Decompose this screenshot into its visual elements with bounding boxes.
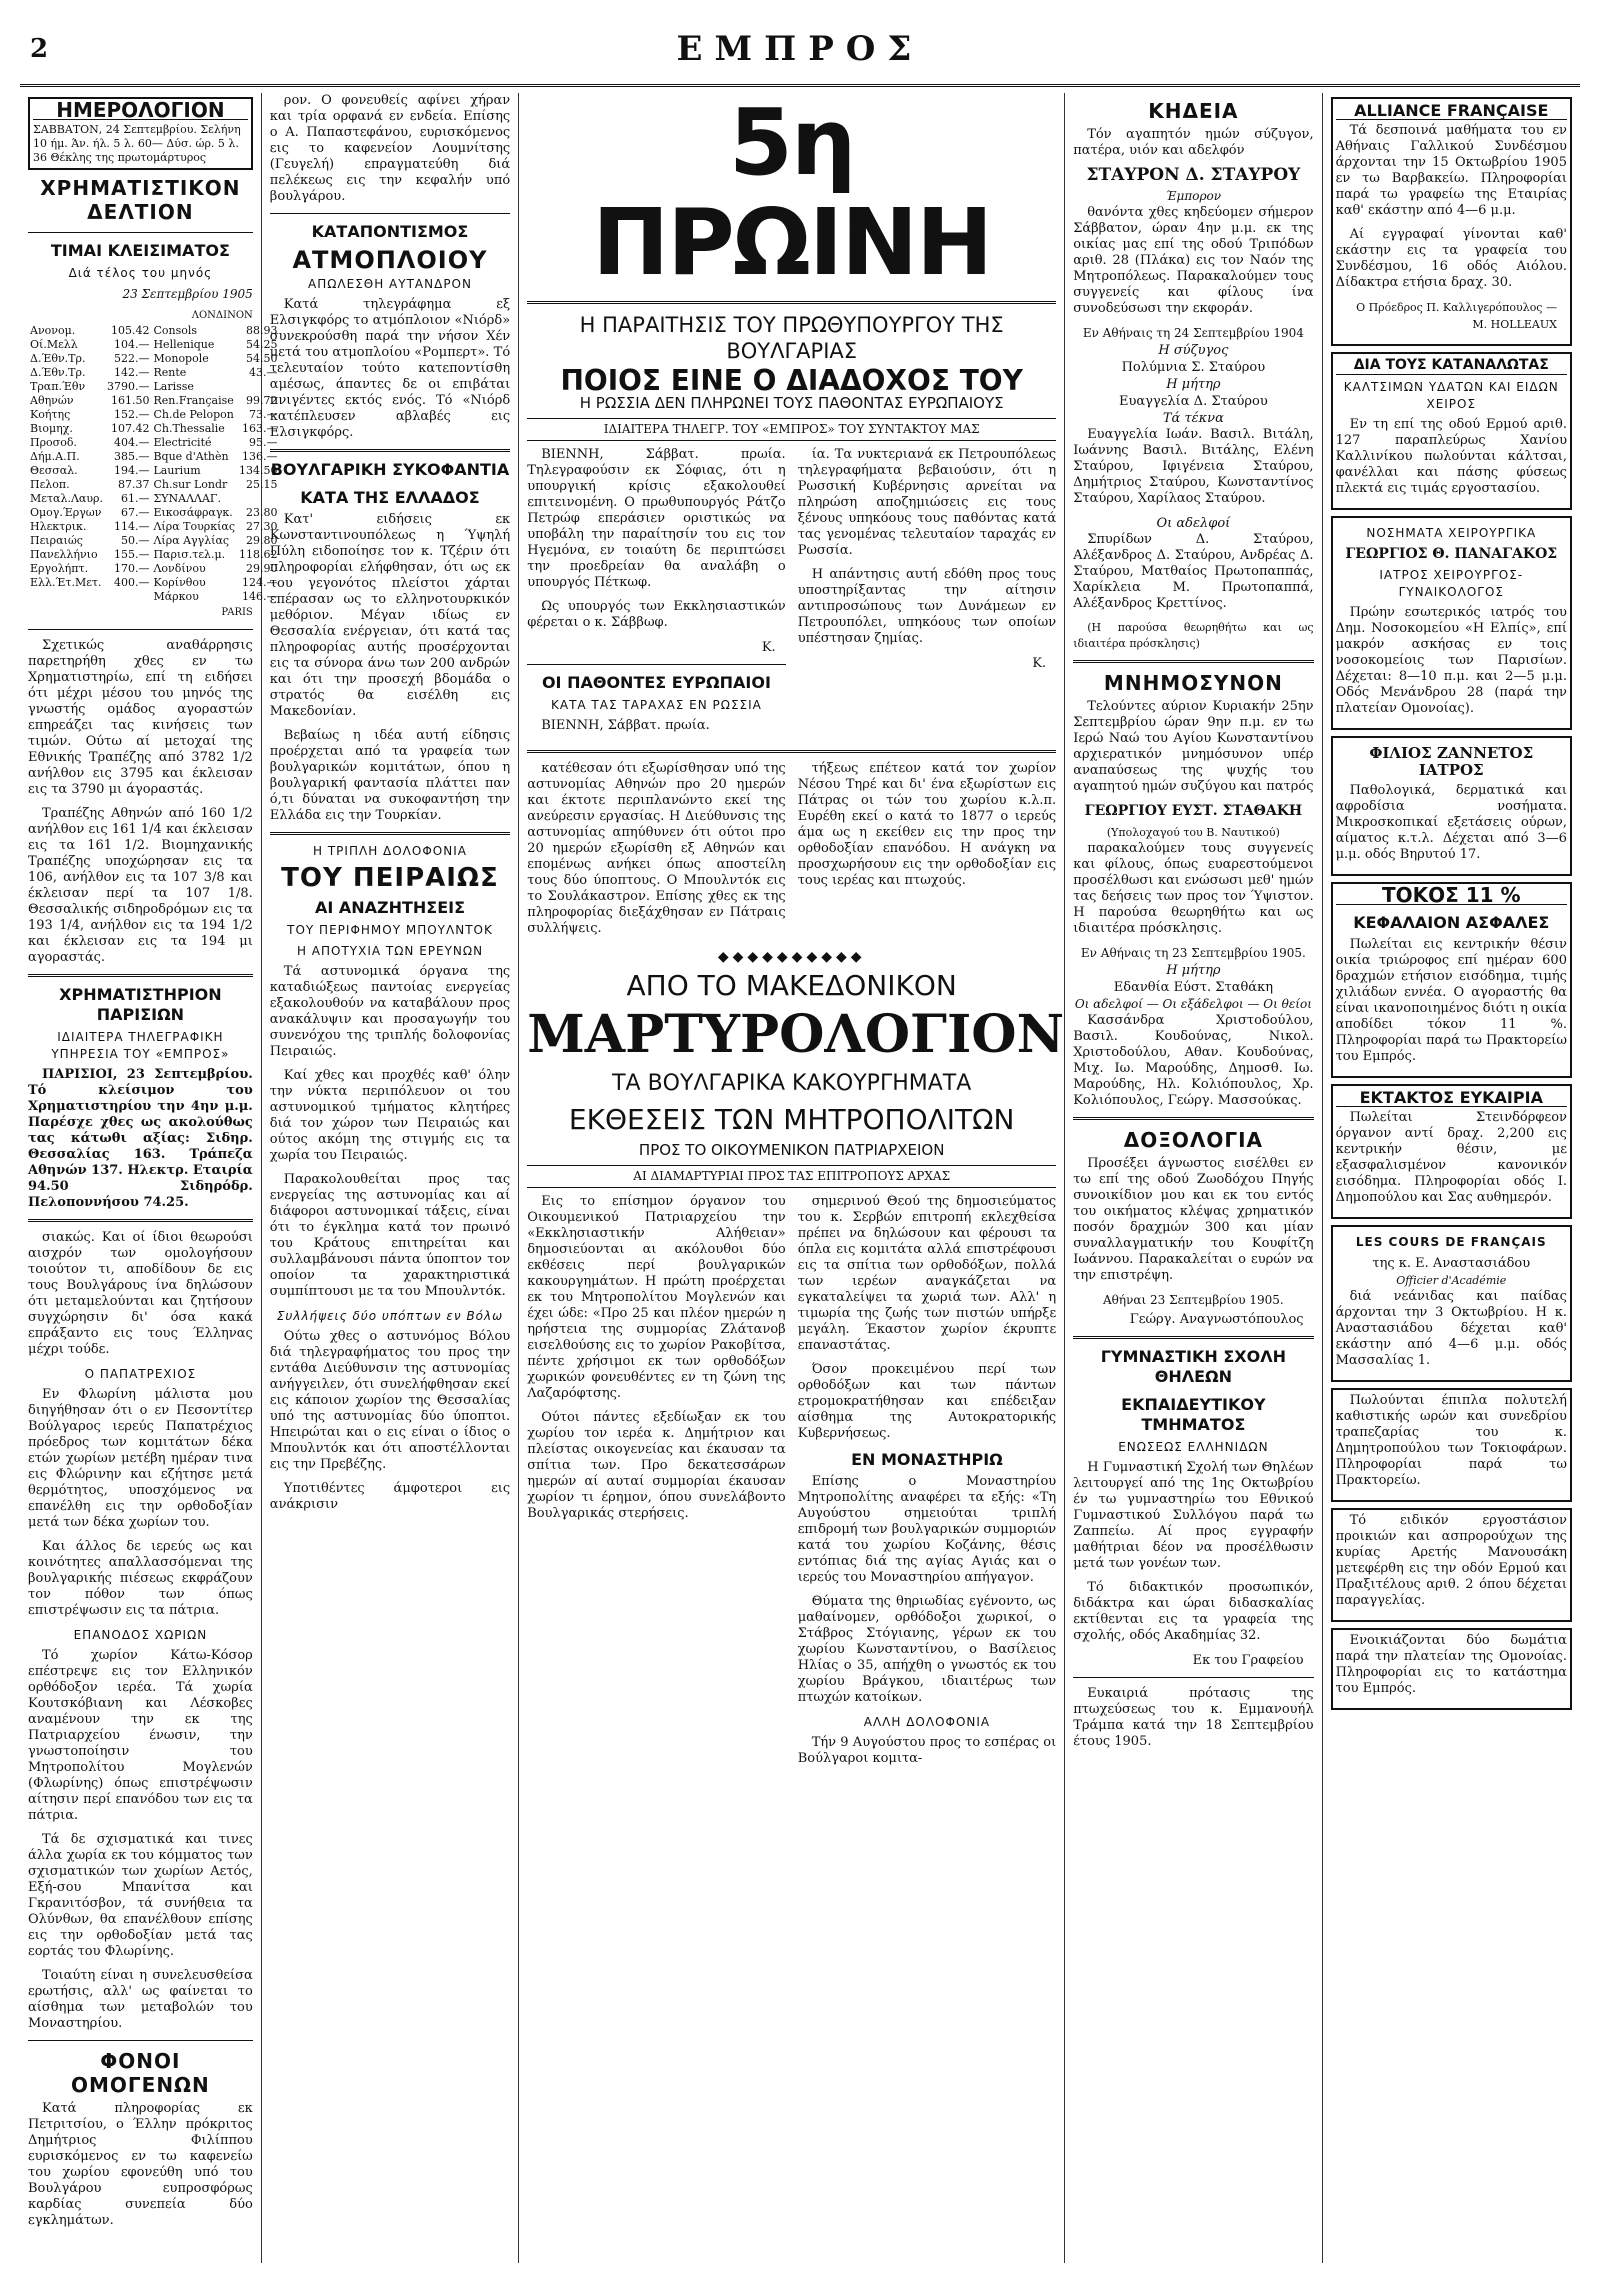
paris-label: PARIS [221, 607, 253, 618]
gym-sub-2: ΕΝΩΣΕΩΣ ΕΛΛΗΝΙΔΩΝ [1118, 1440, 1269, 1454]
quote-name: Μεταλ.Λαυρ. [30, 492, 103, 505]
quote-name: Πειραιώς [30, 534, 83, 547]
return-text: Τό χωρίον Κάτω-Κόσορ επέστρεψε εις τον Ελληνικόν ορθόδοξον ιερέα. Τά χωρία Κουτσκόβιανη και Λέσκοβες αναμένουν την εκ της Πατριαρχείου ένωσιν, την γνωστοποίησιν του Μητροπολίτου Μογλενών (Φλωρίνης) όπως επιστρέψωσιν αίτησιν περί επανόδου των εις τα πάτρια. [28, 1648, 253, 1823]
page-number: 2 [30, 34, 49, 64]
quote-value: 105.42 [110, 324, 150, 337]
quote-row [28, 422, 280, 436]
theft-text-2: Καί χθες και προχθές καθ' όλην την νύκτα περιπόλευον οι του αστυνομικού τμήματος κλητήρες διά τον χώρον των Πειραιώς και ούτος ακόμη της στιγμής εις τα χωρία του Πειραιώς. [269, 1068, 511, 1163]
edition-title: 5η ΠΡΩΙΝΗ [592, 89, 992, 296]
quote-name: Δήμ.Α.Π. [30, 450, 80, 463]
mid-right-text: τήξεως επέτεον κατά τον χωρίον Νέσου Τηρέ και δι' ένα εξωρίστων εις Πάτρας οι τών του χωρίου κ.λ.π. Ευρέθη εκεί ο κατά το 1877 ο ιερεύς άμα ως η εκείθεν εις την προς την ορθοδοξίαν επανόδου. Η ανάγκη να προσχωρήσουν εις την ορθοδοξίαν εις τους ιερέας και πτωχούς. [797, 761, 1057, 888]
ship-title: ΚΑΤΑΠΟΝΤΙΣΜΟΣ [311, 222, 469, 241]
quotes-table [28, 324, 280, 604]
text-a: σιακώς. Και οί ίδιοι θεωρούσι αισχρόν των ομολογήσουν τοιούτον τι, αποδίδουν δε εις τους Βουλγάρους ίνα δηλώσουν ότι μεταμελούνται και ζητήσουν συγχώρησιν δι' όσα κακά επράξαντο εις τους Έλληνας μέχρι τούδε. [28, 1230, 253, 1357]
quote-name: Monopole [153, 352, 209, 365]
quote-value: 25.15 [246, 478, 278, 491]
quote-row [28, 380, 280, 394]
quote-value: 522.— [113, 352, 150, 365]
funeral-date: Εν Αθήναις τη 24 Σεπτεμβρίου 1904 [1082, 326, 1304, 340]
quote-value: 152.— [113, 408, 150, 421]
bulletin-text-2: Τραπέζης Αθηνών από 160 1/2 ανήλθον εις 161 1/4 και έκλεισαν εις τα 161 1/2. Βιομηχανικής Τραπέζης υποχώρησαν εις τα 106, ανήλθον εις τα 107 3/8 και έκλεισαν περί τα 107 1/8. Θεσσαλικής σιδηροδρόμων εις τα 193 1/4, ανήλθον εις τα 194 1/2 και έκλεισαν εις τα 194 μι αγοραστάς. [28, 806, 253, 965]
quote-row [28, 478, 280, 492]
funeral-brothers-names: Σπυρίδων Δ. Σταύρου, Αλέξανδρος Δ. Σταύρου, Ανδρέας Δ. Σταύρου, Ματθαίος Πρωτοπαππάς, Χαρίκλεια Μ. Πρωτοπαππά, Αλέξανδρος Κρεττίνος. [1073, 532, 1314, 611]
theft-title: ΤΟΥ ΠΕΙΡΑΙΩΣ [281, 863, 499, 893]
macedonia-body [527, 1194, 1056, 1775]
offer-title: ΕΚΤΑΚΤΟΣ ΕΥΚΑΙΡΙΑ [1336, 1089, 1567, 1107]
column-5 [1323, 93, 1580, 2263]
vienna-sig: Κ. [761, 640, 776, 655]
quote-name: Οί.Μελλ [30, 338, 78, 351]
quote-value: 50.— [120, 534, 150, 547]
monastir-title: ΕΝ ΜΟΝΑΣΤΗΡΙΩ [851, 1450, 1003, 1469]
papatrexios-text-2: Και άλλος δε ιερεύς ως και κοινότητες απαλλασσόμεναι της βουλγαρικής πιέσεως εκφράζουν τον πόθον των όπως επιστρέψωσιν εις τα πάτρια. [28, 1539, 253, 1618]
doctor2-text: Παθολογικά, δερματικά και αφροδίσια νοσήματα. Μικροσκοπικαί εξετάσεις ούρων, αίματος κ.τ.λ. Δέχεται από 3—6 μ.μ. οδός Βηρυτού 17. [1335, 783, 1567, 862]
doctor-text: Πρώην εσωτερικός ιατρός του Δημ. Νοσοκομείου «Η Ελπίς», επί μακρόν ασκήσας εν τοις νοσοκομείοις των Παρισίων. Δέχεται: 8—10 π.μ. και 2—5 μ.μ. Οδός Μενάνδρου 28 (παρά την πλατείαν Ομονοίας). [1335, 605, 1567, 716]
quote-value: 87.37 [117, 478, 150, 491]
offer-text: Πωλείται Στεινδόρφεον όργανον αντί δραχ. 2,200 εις κεντρικήν θέσιν, με εξασφαλισμένον κανονικόν εισόδημα. Πληροφορίαι οδός Ι. Δημοπούλου και Σας αυθημερόν. [1335, 1110, 1567, 1205]
interest-box [1331, 882, 1572, 1078]
arrest-text-2: Υποτιθέντες άμφοτεροι εις ανάκρισιν [269, 1481, 511, 1512]
column-1 [20, 93, 278, 2263]
interest-title: ΤΟΚΟΣ 11 % [1336, 887, 1567, 905]
quote-value: 23.80 [246, 506, 278, 519]
mac-right-text-2: Όσον προκειμένου περί των ορθοδόξων και των πάντων ετρομοκρατήθησαν και επέδειξαν αίσθημα της Αυτοκρατορικής Κυβερνήσεως. [797, 1362, 1057, 1441]
memorial-role: (Υπολοχαγού του Β. Ναυτικού) [1106, 826, 1280, 839]
return-text-3: Τοιαύτη είναι η συνελευσθείσα ερωτήσις, αλλ' ως φαίνεται το αίσθημα των μεταβολών του Μοναστηρίου. [28, 1968, 253, 2031]
doxology-title: ΔΟΞΟΛΟΓΙΑ [1123, 1128, 1264, 1152]
doctor-box [1331, 516, 1572, 730]
quote-name: Εικοσάφραγκ. [153, 506, 233, 519]
quote-name: Παρισ.τελ.μ. [153, 548, 226, 561]
slander-text-2: Βεβαίως η ιδέα αυτή είδησις προέρχεται από τα γραφεία των βουλγαρικών κομιτάτων, όπου η βουλγαρική φαντασία πλάττει παν ό,τι δύναται να συκοφαντήση την Ελλάδα εις την Τουρκίαν. [269, 728, 511, 823]
quote-value: 163.— [242, 422, 278, 435]
prices-date: 23 Σεπτεμβρίου 1905 [122, 287, 253, 301]
quote-row [28, 436, 280, 450]
macedonia-label: ΑΠΟ ΤΟ ΜΑΚΕΔΟΝΙΚΟΝ [626, 969, 957, 1002]
quote-value: 27.30 [246, 520, 278, 533]
mac-right-text: σημερινού Θεού της δημοσιεύματος του κ. Σερβών επιτροπή εκλεχθείσα πρέπει να δηλώσουν και φέρουσι τα όπλα εις κομιτάτα αλλά επιστρέφουσι εις τα σπίτια των ορθοδόξων, πολλά των ιερέων αναγκάζεται να εγκαταλείψει τα χωριά των. Αλλ' η τιμωρία της ζωής των πιστών υπήρξε μεγάλη. Έκαστον χωρίον έκρυπτε επαναστάτας. [797, 1194, 1057, 1353]
col2-top-text: ρον. Ο φονευθείς αφίνει χήραν και τρία ορφανά εν ενδεία. Επίσης ο Α. Παπαστεφάνου, ευρισκόμενος εις το καφενείον Λουμνίτσης (Γευγελή) επραγματεύθη διά πελέκεως εις την κεφαλήν υπό βουλγάρου. [269, 93, 511, 204]
victims-title: ΟΙ ΠΑΘΟΝΤΕΣ ΕΥΡΩΠΑΙΟΙ [541, 673, 771, 692]
quote-value: 95.— [249, 436, 278, 449]
funeral-name: ΣΤΑΥΡΟΝ Δ. ΣΤΑΥΡΟΥ [1086, 165, 1301, 185]
quote-value: 54.25 [246, 338, 278, 351]
gym-sub: ΕΚΠΑΙΔΕΥΤΙΚΟΥ ΤΜΗΜΑΤΟΣ [1121, 1395, 1266, 1434]
doctor2-title: ΦΙΛΙΟΣ ΖΑΝΝΕΤΟΣ ΙΑΤΡΟΣ [1369, 744, 1534, 779]
gym-text: Η Γυμναστική Σχολή των Θηλέων λειτουργεί από της 1ης Οκτωβρίου έν τω γυμναστηρίω του Εθνικού Γυμναστικού Συλλόγου παρά τω Ζαππείω. Αί προς εγγραφήν μαθήτριαι δέον να προσέλθωσιν μετά των γονέων των. [1073, 1460, 1314, 1571]
quote-value: 29.90 [246, 562, 278, 575]
quote-row [28, 520, 280, 534]
memorial-name: ΓΕΩΡΓΙΟΥ ΕΥΣΤ. ΣΤΑΘΑΚΗ [1084, 803, 1303, 819]
gym-text-3: Ευκαιριά πρότασις της πτωχεύσεως του κ. Εμμανουήλ Τράμπα κατά την 18 Σεπτεμβρίου έτους 1905. [1073, 1686, 1314, 1749]
vienna-text-2: Ως υπουργός των Εκκλησιαστικών φέρεται ο κ. Σάββωφ. [527, 599, 786, 630]
ship-title-2: ΑΤΜΟΠΛΟΙΟΥ [292, 246, 488, 274]
memorial-mother-label: Η μήτηρ [1166, 963, 1221, 978]
quote-value: 136.— [242, 450, 278, 463]
funeral-note: (Η παρούσα θεωρηθήτω και ως ιδιαιτέρα πρόσκλησις) [1073, 621, 1314, 650]
paris-exchange-text: ΠΑΡΙΣΙΟΙ, 23 Σεπτεμβρίου. Τό κλείσιμον του Χρηματιστηρίου την 4ην μ.μ. Παρέσχε χθες ως ακολούθως τας κάτωθι αξίας: Σιδηρ. Θεσσαλίας 163. Τράπεζα Αθηνών 137. Ηλεκτρ. Εταιρία 94.50 Σιδηρόδρ. Πελοποννήσου 74.25. [28, 1067, 253, 1210]
clothing-text: Τό ειδικόν εργοστάσιον προικιών και ασπρορούχων της κυρίας Αρετής Μανουσάκη μετεφέρθη εις την οδόν Ερμού και Πραξιτέλους αριθ. 2 όπου δέχεται παραγγελίας. [1335, 1513, 1567, 1608]
funeral-brothers-label: Οι αδελφοί [1156, 516, 1231, 531]
london-label: ΛΟΝΔΙΝΟΝ [191, 310, 253, 321]
macedonia-sub-4: ΑΙ ΔΙΑΜΑΡΤΥΡΙΑΙ ΠΡΟΣ ΤΑΣ ΕΠΙΤΡΟΠΟΥΣ ΑΡΧΑΣ [527, 1165, 1056, 1188]
monastir-text-2: Θύματα της θηριωδίας εγένοντο, ως μαθαίνομεν, ορθόδοξοι χωρικοί, ο Στάβρος Στόγιανης, γέρων εκ του χωρίου Κωνσταντίνου, ο Βασίλειος Ηλίας ο 35, απήχθη ο γνωστός εκ του χωρίου Βράγκου, ιδιαιτέρως των πτωχών κατοίκων. [797, 1594, 1057, 1705]
calendar-text: ΣΑΒΒΑΤΟΝ, 24 Σεπτεμβρίου. Σελήνη 10 ήμ. Άν. ήλ. 5 λ. 60— Δύσ. ώρ. 5 λ. 36 Θέκλης της πρωτομάρτυρος [33, 123, 241, 164]
prices-sub: Διά τέλος του μηνός [68, 266, 213, 280]
rent-text: Ενοικιάζονται δύο δωμάτια παρά την πλατείαν της Ομονοίας. Πληροφορίαι εις το κατάστημα του Εμπρός. [1335, 1633, 1567, 1696]
interest-text: Πωλείται εις κεντρικήν θέσιν οικία τριώροφος επί ημέραν 600 δραχμών ετήσιον εισόδημα, τιμής χιλιάδων εννέα. Ο αγοραστής θα είναι ικανοποιημένος διότι η οικία αποδίδει τόκον 11 %. Πληροφορίαι παρά τω Πρακτορείω του Εμπρός. [1335, 937, 1567, 1064]
alliance-text: Τά δεσποινά μαθήματα του εν Αθήναις Γαλλικού Συνδέσμου άρχονται την 15 Οκτωβρίου 1905 εν τω Βαρβακείω. Πληροφορίαι παρά τω γραφείω της Εταιρίας καθ' εκάστην από 4—6 μ.μ. [1335, 123, 1567, 218]
quote-name: ΣΥΝΑΛΛΑΓ. [153, 492, 222, 505]
funeral-wife-name: Πολύμνια Σ. Σταύρου [1121, 360, 1266, 375]
quote-name: Εργολήπτ. [30, 562, 89, 575]
quote-name: Ηλεκτρικ. [30, 520, 87, 533]
newspaper-page [20, 14, 1580, 2264]
quote-name: Δ.Έθν.Τρ. [30, 366, 86, 379]
bulletin-title: ΧΡΗΜΑΤΙΣΤΙΚΟΝ ΔΕΛΤΙΟΝ [40, 176, 241, 224]
macedonia-title: ΜΑΡΤΥΡΟΛΟΓΙΟΝ [527, 1004, 1065, 1065]
knit-sub: ΚΑΛΤΣΙΜΩΝ ΥΔΑΤΩΝ ΚΑΙ ΕΙΔΩΝ ΧΕΙΡΟΣ [1343, 380, 1559, 411]
knit-box [1331, 352, 1572, 510]
arrest-text: Ούτω χθες ο αστυνόμος Βόλου διά τηλεγραφήματος του προς την εντάθα Διεύθυνσιν της αστυνομίας ανήγγειλεν, ότι συνελήφθησαν εκεί εις κάποιον χωρίον της Θεσσαλίας υπό της αστυνομίας δύο ύποπτοι. Ηπειρώται και ο εις είναι ο ίδιος ο Μπουλντόκ και ότι αποστέλλονται εις την Πρεβέζης. [269, 1329, 511, 1472]
headline-2: ΠΟΙΟΣ ΕΙΝΕ Ο ΔΙΑΔΟΧΟΣ ΤΟΥ [560, 364, 1023, 397]
sale2-box [1331, 1388, 1572, 1502]
quote-row [28, 506, 280, 520]
alliance-box [1331, 97, 1572, 346]
memorial-text-2: παρακαλούμεν τους συγγενείς και φίλους, όπως ευαρεστούμενοι προσέλθωσι και ενώσωσι μεθ' ημών τας δεήσεις των προς τον Ύψιστον. Η παρούσα θεωρηθήτω και ως ιδιαιτέρα πρόσκλησις. [1073, 841, 1314, 936]
quote-name: Λονδίνου [153, 562, 206, 575]
quote-name: Laurium [153, 464, 201, 477]
doctor2-box [1331, 736, 1572, 876]
quote-name: Λίρα Αγγλίας [153, 534, 230, 547]
theft-label: Η ΤΡΙΠΛΗ ΔΟΛΟΦΟΝΙΑ [313, 844, 467, 858]
quote-value: 146.— [242, 590, 278, 603]
bulletin-text: Σχετικώς αναθάρρησις παρετηρήθη χθες εν τω Χρηματιστηρίω, επί τη ειδήσει ότι μέχρι μέσου του μηνός της γνωστής ομάδος αγοραστών επηρεάζει τας κινήσεις των τιμών. Ούτω αί μετοχαί της Εθνικής Τραπέζης από 3782 1/2 ανήλθον εις 3795 και έκλεισαν εις τα 3790 μι άγοραστάς. [28, 638, 253, 797]
ornament: ◆◆◆◆◆◆◆◆◆◆ [717, 949, 866, 965]
quote-row [28, 534, 280, 548]
quote-value: 400.— [113, 576, 150, 589]
quote-value: 29.80 [246, 534, 278, 547]
victims-text: ΒΙΕΝΝΗ, Σάββατ. πρωία. [541, 718, 710, 733]
other-murder-title: ΑΛΛΗ ΔΟΛΟΦΟΝΙΑ [863, 1715, 991, 1729]
quote-name: Ren.Française [153, 394, 234, 407]
knit-text: Εν τη επί της οδού Ερμού αριθ. 127 παραπλεύρως Χανίου Καλλινίκου πωλούνται κάλτσαι, φανέλλαι και πάσης φύσεως πλεκτά εις τιμάς εργοστασίου. [1335, 417, 1567, 496]
quote-name: Λίρα Τουρκίας [153, 520, 236, 533]
quote-value: 99.72 [246, 394, 278, 407]
doxology-date: Αθήναι 23 Σεπτεμβρίου 1905. [1103, 1293, 1284, 1307]
quote-name: Μάρκου [153, 590, 199, 603]
quote-row [28, 324, 280, 338]
victims-sub: ΚΑΤΑ ΤΑΣ ΤΑΡΑΧΑΣ ΕΝ ΡΩΣΣΙΑ [551, 698, 762, 712]
macedonia-sub-2: ΕΚΘΕΣΕΙΣ ΤΩΝ ΜΗΤΡΟΠΟΛΙΤΩΝ [568, 1103, 1015, 1136]
funeral-wife-label: Η σύζυγος [1158, 343, 1229, 358]
french-text: διά νεάνιδας και παίδας άρχονται την 3 Οκτωβρίου. Η κ. Αναστασιάδου δέχεται καθ' εκάστην από 4—6 μ.μ. οδός Μασσαλίας 1. [1335, 1289, 1567, 1368]
theft-sub-2: ΤΟΥ ΠΕΡΙΦΗΜΟΥ ΜΠΟΥΛΝΤΟΚ [287, 923, 493, 937]
quote-name: Κοήτης [30, 408, 71, 421]
funeral-role: Έμπορον [1165, 189, 1222, 203]
memorial-relatives-label: Οι αδελφοί — Οι εξάδελφοι — Οι θείοι [1074, 997, 1312, 1011]
rent-box [1331, 1628, 1572, 1710]
quote-row [28, 562, 280, 576]
quote-name: Consols [153, 324, 198, 337]
headline-3: Η ΡΩΣΣΙΑ ΔΕΝ ΠΛΗΡΩΝΕΙ ΤΟΥΣ ΠΑΘΟΝΤΑΣ ΕΥΡΩΠΑΙΟΥΣ [579, 394, 1004, 412]
mid-section [527, 761, 1056, 945]
french-sub: της κ. Ε. Αναστασιάδου [1372, 1256, 1531, 1271]
column-2 [262, 93, 519, 2263]
doxology-sig: Γεώργ. Αναγνωστόπουλος [1129, 1312, 1304, 1327]
funeral-text-2: θανόντα χθες κηδεύομεν σήμερον Σάββατον, ώραν 4ην μ.μ. εκ της οικίας μας επί της οδού Τριπόδων αριθ. 28 (Πλάκα) εις τον Ναόν της Μητροπόλεως. Παρακαλούμεν τους συγγενείς και φίλους ίνα συνοδεύσωσι την εκφοράν. [1073, 205, 1314, 316]
quote-name: Προσοδ. [30, 436, 77, 449]
sale2-text: Πωλούνται έπιπλα πολυτελή καθιστικής ωρών και συνεδρίου τραπεζαρίας του κ. Δημητροπούλου των Τοκιοφάρων. Πληροφορίαι παρά τω Πρακτορείω. [1335, 1393, 1567, 1488]
ship-sub: ΑΠΩΛΕΣΘΗ ΑΥΤΑΝΔΡΟΝ [308, 277, 472, 291]
quote-name: Κορίνθου [153, 576, 206, 589]
macedonia-sub-3: ΠΡΟΣ ΤΟ ΟΙΚΟΥΜΕΝΙΚΟΝ ΠΑΤΡΙΑΡΧΕΙΟΝ [638, 1141, 945, 1159]
slander-text: Κατ' ειδήσεις εκ Κωνσταντινουπόλεως η Ύψηλή Πύλη ειδοποίησε τον κ. Τζέριν ότι πληροφορίαι ελήφθησαν, ότι ως εκ του γεγονότος πλείστοι χάρται επέρασαν ως το ελληνοτουρκικόν μεθόριον. Μέγαν ιδίως εν Θεσσαλία ενέργειαν, ότι κατά τας πληροφορίας αυτής προσέρχονται εις τα σύνορα άνω των 200 ανδρών και ότι την προσεχή βδομάδα ο στρατός θα εισέλθη εις Μακεδονίαν. [269, 512, 511, 719]
quote-name: Ανονομ. [30, 324, 76, 337]
quote-row [28, 366, 280, 380]
alliance-text-2: Αί εγγραφαί γίνονται καθ' εκάστην εις τα γραφεία του Συνδέσμου, 16 οδός Αιόλου. Δίδακτρα ετήσια δραχ. 30. [1335, 227, 1567, 290]
right-text-2: Η απάντησις αυτή εδόθη προς τους υποστηρίξαντας την αίτησιν αντιπροσώπους των Δυνάμεων εν Πετρουπόλει, υπηκόους των οποίων υπέστησαν ζημίας. [797, 567, 1057, 646]
slander-title: ΒΟΥΛΓΑΡΙΚΗ ΣΥΚΟΦΑΝΤΙΑ [270, 460, 510, 479]
funeral-kids: Ευαγγελία Ιωάν. Βασιλ. Βιτάλη, Ιωάννης Βασιλ. Βιτάλης, Ελένη Σταύρου, Ιφιγένεια Σταύρου, Δημήτριος Σταύρου, Κωνσταντίνος Σταύρου, Χαρίλαος Σταύρου. [1073, 427, 1314, 506]
monastir-text: Επίσης ο Μοναστηρίου Μητροπολίτης αναφέρει τα εξής: «Τη Αυγούστου σημειούται τριπλή επιδρομή των βουλγαρικών συμμοριών κατά του χωρίου Κοζάνης, θέσις εντόπιας διά της αγίας Αγιάς και ο ιερεύς του Μοναστηρίου απήγαγον. [797, 1474, 1057, 1585]
memorial-text: Τελούντες αύριον Κυριακήν 25ην Σεπτεμβρίου ώραν 9ην π.μ. εν τω Ιερώ Ναώ του Αγίου Κωνσταντίνου αρχιερατικόν μνημόσυνον υπέρ αναπαύσεως της ψυχής του αγαπητού ημών συζύγου και πατρός [1073, 699, 1314, 794]
quote-value: 385.— [113, 450, 150, 463]
quote-name [28, 590, 105, 604]
quote-value: 118.62 [239, 548, 278, 561]
quote-value: 155.— [113, 548, 150, 561]
quote-value: 67.— [120, 506, 150, 519]
theft-text: Τά αστυνομικά όργανα της καταδιώξεως παντοίας ενεργείας εξακολουθούν να καταβάλουν προς ανακάλυψιν και προσαγωγήν του συνενόχου της τριπλής δολοφονίας Πειραιώς. [269, 964, 511, 1059]
quote-name: Ομογ.Έργων [30, 506, 102, 519]
quote-name: Δ.Έθν.Τρ. [30, 352, 86, 365]
quote-name: Αθηνών [30, 394, 74, 407]
quote-value: 170.— [113, 562, 150, 575]
quote-value: 3790.— [106, 380, 150, 393]
quote-name: Bque d'Athèn [153, 450, 229, 463]
funeral-text: Τόν αγαπητόν ημών σύζυγον, πατέρα, υιόν και αδελφόν [1073, 127, 1314, 158]
quote-row [28, 548, 280, 562]
quote-name: Ch.Thessalie [153, 422, 225, 435]
funeral-title: ΚΗΔΕΙΑ [1148, 99, 1239, 123]
clothing-box [1331, 1508, 1572, 1622]
quote-name: Larisse [153, 380, 194, 393]
quote-name: Rente [153, 366, 187, 379]
quote-name: Πελοπ. [30, 478, 70, 491]
french-title: LES COURS DE FRANÇAIS [1355, 1235, 1547, 1249]
theft-text-3: Παρακολουθείται προς τας ενεργείας της αστυνομίας και αί διάφοροι αστυνομικαί τάξεις, είναι ότι το έγκλημα κατά τον πρωινό του Κράτους επιτηρείται και συλλαμβάνουσι πάντα ύποπτον τον οποίον τα χαρακτηριστικά συμπίπτουσι με τα του Μπουλντόκ. [269, 1172, 511, 1299]
column-3 [519, 89, 1065, 2263]
murders-text: Κατά πληροφορίας εκ Πετριτσίου, ο Έλλην πρόκριτος Δημήτριος Φιλίππου ευρισκόμενος εν τω καφενείω του χωρίου εφονεύθη υπό του Βουλγάρου ευπροσφόρως καρδίας συνεπεία δύο εγκλημάτων. [28, 2101, 253, 2228]
quote-name: Electricité [153, 436, 212, 449]
quote-row [28, 352, 280, 366]
papatrexios-text: Εν Φλωρίνη μάλιστα μου διηγήθησαν ότι ο εν Πεσοντίτερ Βούλγαρος ιερεύς Παπατρέχιος πρόεδρος των κομιτάτων δέκα ετών χωρίων μετέβη ημέραν τινα εις Φλώρινην και εζήτησε μετά θερμότητος, υποσχόμενος να επανέλθη εις την ορθοδοξίαν μετά των δέκα χωρίων του. [28, 1387, 253, 1530]
mid-left-text: κατέθεσαν ότι εξωρίσθησαν υπό της αστυνομίας Αθηνών προ 20 ημερών και έκτοτε περιπλανώντο εκεί της ανεύρεσιν εργασίας. Η Διεύθυνσις της αστυνομίας απηύθυνεν ότι ούτοι προ 20 ημερών εξωρίσθη εξ Αθηνών και επομένως ανήκει όπως αποστείλη τους δύο ύποπτους. Ο Μπουλντόκ εις το Σουλάκαστρον. Επίσης χθες εκ της πληροφορίας διεξάχθησαν εν Πάτραις συλλήψεις. [527, 761, 786, 936]
calendar-title: ΗΜΕΡΟΛΟΓΙΟΝ [33, 102, 248, 120]
quote-row [28, 492, 280, 506]
gym-text-2: Τό διδακτικόν προσωπικόν, διδάκτρα και ώραι διδασκαλίας εκτίθενται εις τα γραφεία της σχολής, οδός Ακαδημίας 32. [1073, 1580, 1314, 1643]
alliance-title: ALLIANCE FRANÇAISE [1336, 102, 1567, 120]
quote-name: Βιομηχ. [30, 422, 73, 435]
doxology-text: Προσέξει άγνωστος εισέλθει εν τω επί της οδού Ζωοδόχου Πηγής συνοικίδιον μου και εκ του εντός του οικήματος κλέψας χρηματικόν ποσόν δραχμών 300 και μίαν συναλλαγματικήν του Κουφίτζη Ιωάννου. Παρακαλείται ο ευρών να την επιστρέψη. [1073, 1156, 1314, 1283]
quote-value: 43.— [249, 366, 278, 379]
quote-name: Ch.de Pelopon [153, 408, 234, 421]
paris-exchange-title: ΧΡΗΜΑΤΙΣΤΗΡΙΟΝ ΠΑΡΙΣΙΩΝ [59, 985, 222, 1024]
quote-name: Θεσσαλ. [30, 464, 78, 477]
quote-value: 54.50 [246, 352, 278, 365]
calendar-box [28, 97, 253, 170]
quote-name: Πανελλήνιο [30, 548, 98, 561]
funeral-mother-label: Η μήτηρ [1166, 377, 1221, 392]
quote-value: 161.50 [110, 394, 150, 407]
doctor-role: ΙΑΤΡΟΣ ΧΕΙΡΟΥΡΓΟΣ-ΓΥΝΑΙΚΟΛΟΓΟΣ [1379, 568, 1524, 599]
alliance-sig: Ο Πρόεδρος Π. Καλλιγερόπουλος — Μ. HOLLEAUX [1356, 301, 1557, 331]
memorial-date: Εν Αθήναις τη 23 Σεπτεμβρίου 1905. [1080, 946, 1306, 960]
quote-name: Ch.sur Londr [153, 478, 228, 491]
paris-exchange-sub: ΙΔΙΑΙΤΕΡΑ ΤΗΛΕΓΡΑΦΙΚΗ ΥΠΗΡΕΣΙΑ ΤΟΥ «ΕΜΠΡΟΣ» [51, 1030, 230, 1061]
memorial-relatives-names: Κασσάνδρα Χριστοδούλου, Βασιλ. Κουδούνας, Νικολ. Χριστοδούλου, Αθαν. Κουδούνας, Μιχ. Ιω. Μαρούδης, Δημοσθ. Ιω. Μαρούδης, Ηλ. Κολιόπουλος, Χρ. Κολιόπουλος, Γεώργ. Μασσούκας. [1073, 1013, 1314, 1108]
murders-title: ΦΟΝΟΙ ΟΜΟΓΕΝΩΝ [71, 2049, 210, 2097]
quote-row [28, 450, 280, 464]
return-title: ΕΠΑΝΟΔΟΣ ΧΩΡΙΩΝ [73, 1628, 208, 1642]
other-murder-text: Τήν 9 Αυγούστου προς το εσπέρας οι Βούλγαροι κομιτα- [797, 1735, 1057, 1766]
masthead [20, 14, 1580, 87]
right-sig: Κ. [1032, 656, 1047, 671]
quote-value: 124.— [242, 576, 278, 589]
quote-name: Hellenique [153, 338, 215, 351]
gym-sig: Εκ του Γραφείου [1192, 1653, 1304, 1668]
quote-value: 61.— [120, 492, 150, 505]
quote-name: Ελλ.Έτ.Μετ. [30, 576, 102, 589]
quote-value: 404.— [113, 436, 150, 449]
ship-text: Κατά τηλεγράφημα εξ Ελσιγκφόρς το ατμόπλοιον «Νιόρδ» συνεκρούσθη παρά την νήσον Χέν μετά του ατμοπλοίου «Ρομπερτ». Τό τελευταίον τούτο κατεποντίσθη αμέσως, άπαντες δε οι επιβάται πνιγέντες εκτός ενός. Τό «Νιόρδ κατέπλευσεν αβλαβές εις Ελσιγκφόρς. [269, 297, 511, 440]
mac-left-text: Εις το επίσημον όργανον του Οικουμενικού Πατριαρχείου την «Εκκλησιαστικήν Αλήθειαν» δημοσιεύονται αι ακόλουθοι δύο εκθέσεις περί βουλγαρικών κακουργημάτων. Η πρώτη προέρχεται εκ του Μητροπολίτου Μογλενών και έχει ώδε: «Προ 25 και πλέον ημερών η ηρήστεια της συμμορίας Ζλάτανοβ εισελθούσης εις το χωρίον Ρακοβίτσα, πέντε χρήσιμοι εκ των ορθοδόξων χωρικών φονευθέντες εν τη ζώνη της Λαζαρόφτσης. [527, 1194, 786, 1401]
doctor-name: ΓΕΩΡΓΙΟΣ Θ. ΠΑΝΑΓΑΚΟΣ [1345, 546, 1558, 562]
quote-row [28, 590, 280, 604]
memorial-title: ΜΝΗΜΟΣΥΝΟΝ [1103, 671, 1283, 695]
memorial-mother-name: Εδανθία Εύστ. Σταθάκη [1113, 980, 1273, 995]
columns [20, 89, 1580, 2263]
paper-name: ΕΜΠΡΟΣ [676, 29, 924, 69]
papatrexios-title: Ο ΠΑΠΑΤΡΕΧΙΟΣ [84, 1367, 197, 1381]
arrest-title: Συλλήψεις δύο υπόπτων εν Βόλω [276, 1309, 504, 1323]
column-4 [1065, 93, 1322, 2263]
quote-row [28, 576, 280, 590]
headline-1: Η ΠΑΡΑΙΤΗΣΙΣ ΤΟΥ ΠΡΩΘΥΠΟΥΡΓΟΥ ΤΗΣ ΒΟΥΛΓΑΡΙΑΣ [579, 313, 1004, 363]
quote-row [28, 408, 280, 422]
funeral-mother-name: Ευαγγελία Δ. Σταύρου [1118, 394, 1268, 409]
offer-box [1331, 1084, 1572, 1219]
quote-value: 73.— [249, 408, 278, 421]
quote-value [105, 590, 152, 604]
gym-title: ΓΥΜΝΑΣΤΙΚΗ ΣΧΟΛΗ ΘΗΛΕΩΝ [1100, 1347, 1287, 1386]
french-box [1331, 1225, 1572, 1382]
funeral-children-label: Τά τέκνα [1162, 411, 1224, 426]
quote-row [28, 394, 280, 408]
quote-row [28, 464, 280, 478]
macedonia-sub: ΤΑ ΒΟΥΛΓΑΡΙΚΑ ΚΑΚΟΥΡΓΗΜΑΤΑ [612, 1071, 972, 1096]
interest-sub: ΚΕΦΑΛΑΙΟΝ ΑΣΦΑΛΕΣ [1353, 913, 1550, 932]
knit-title: ΔΙΑ ΤΟΥΣ ΚΑΤΑΝΑΛΩΤΑΣ [1336, 357, 1567, 375]
quote-value: 142.— [113, 366, 150, 379]
vienna-text: ΒΙΕΝΝΗ, Σάββατ. πρωία. Τηλεγραφούσιν εκ Σόφιας, ότι η υπουργική κρίσις εξακολουθεί επιτεινομένη. Ο πρωθυπουργός Ράτζο Πετρώφ επεράσιεν οριστικώς να υποβάλη την παραίτησίν του εις τον Ηγεμόνα, εν τοιαύτη δε περιπτώσει την προεδρείαν θα αναλάβη ο υπουργός Πέτκωφ. [527, 447, 786, 590]
theft-sub-3: Η ΑΠΟΤΥΧΙΑ ΤΩΝ ΕΡΕΥΝΩΝ [296, 944, 484, 958]
prices-title: ΤΙΜΑΙ ΚΛΕΙΣΙΜΑΤΟΣ [50, 241, 230, 260]
quote-value: 88.93 [246, 324, 278, 337]
right-text: ία. Τα νυκτεριανά εκ Πετρουπόλεως τηλεγραφήματα βεβαιούσιν, ότι η Ρωσσική Κυβέρνησις αρνείται να πληρώση αποζημιώσεις εις τους ξένους υπηκόους τους παθόντας κατά τας γενομένας τελευταίον ταραχάς εν Ρωσσία. [797, 447, 1057, 558]
quote-value: 134.50 [239, 464, 278, 477]
quote-row [28, 338, 280, 352]
return-text-2: Τά δε σχισματικά και τινες άλλα χωρία εκ του κόμματος των σχισματικών των χωρίων Αετός, Εξή-σου Μπανίτσα και Γκρανιτόσβον, τά συνήθεια τα Ολύνθων, θα επανέλθουν επίσης εις την ορθοδοξίαν μετά τας εορτάς του Φλωρίνης. [28, 1832, 253, 1959]
quote-value: 194.— [113, 464, 150, 477]
vienna-section [527, 447, 1056, 742]
quote-value: 114.— [113, 520, 150, 533]
doctor-title: ΝΟΣΗΜΑΤΑ ΧΕΙΡΟΥΡΓΙΚΑ [1366, 526, 1537, 540]
quote-value: 104.— [113, 338, 150, 351]
theft-sub: ΑΙ ΑΝΑΖΗΤΗΣΕΙΣ [314, 898, 466, 917]
mac-left-text-2: Ούτοι πάντες εξεδίωξαν εκ του χωρίου τον ιερέα κ. Δημήτριον και πλείστας οικογενείας και έκαυσαν τα σπίτια των. Προ δεκατεσσάρων ημερών αί αυταί συμμορίαι έκαυσαν χωρίον τι έρημον, όπου συνελάβοντο Βουλγαρικάς στερήσεις. [527, 1410, 786, 1521]
french-role: Officier d'Académie [1396, 1274, 1507, 1287]
slander-sub: ΚΑΤΑ ΤΗΣ ΕΛΛΑΔΟΣ [300, 488, 480, 507]
quote-value: 107.42 [110, 422, 150, 435]
quote-name: Τραπ.Έθν [30, 380, 86, 393]
headline-sub: ΙΔΙΑΙΤΕΡΑ ΤΗΛΕΓΡ. ΤΟΥ «ΕΜΠΡΟΣ» ΤΟΥ ΣΥΝΤΑΚΤΟΥ ΜΑΣ [527, 418, 1056, 441]
